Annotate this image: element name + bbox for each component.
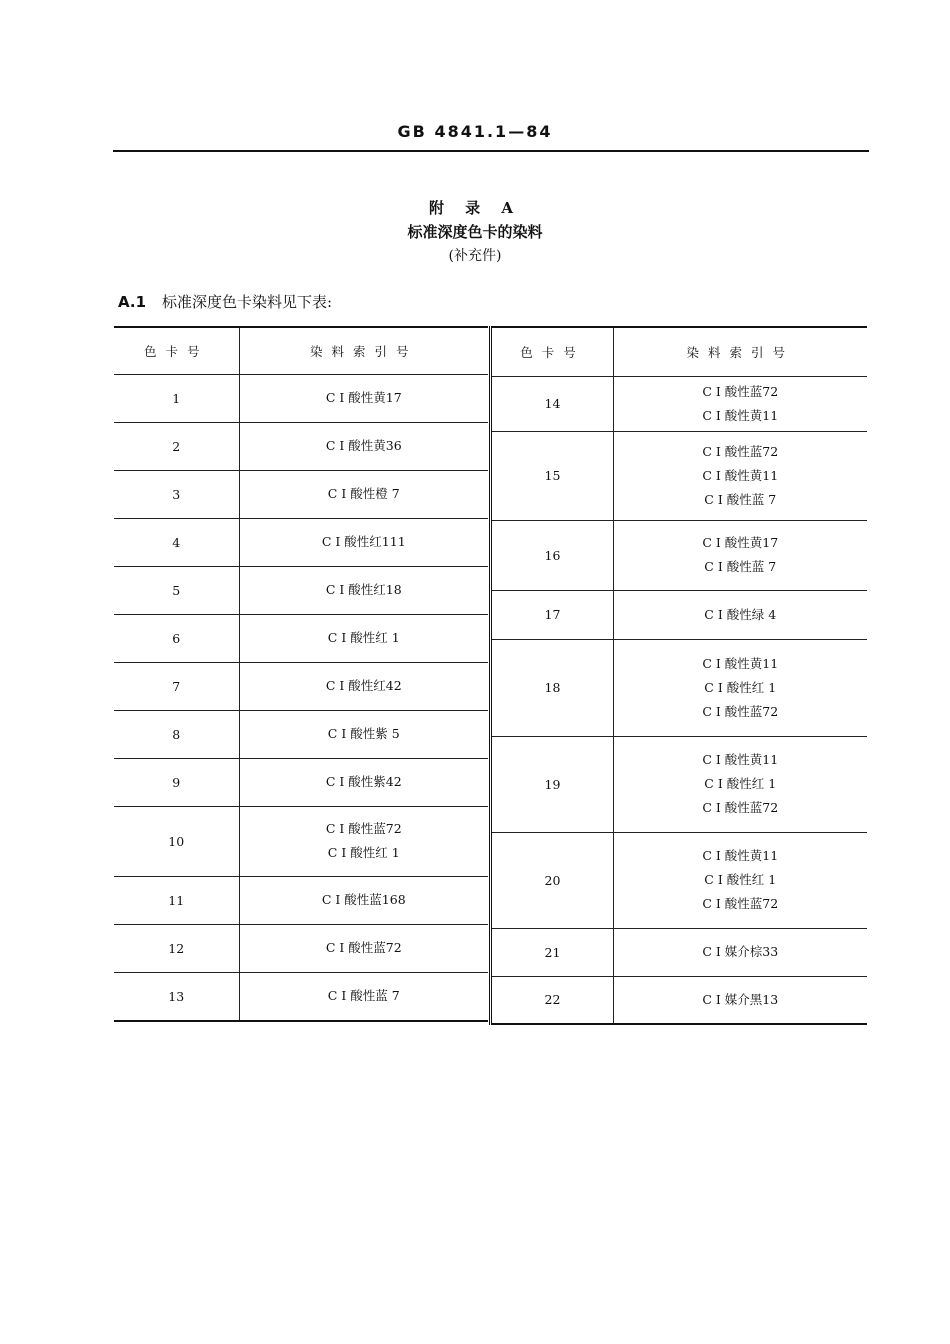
card-number-cell: 16 (491, 520, 614, 590)
dye-index-cell (239, 662, 488, 710)
card-number-cell: 17 (491, 590, 614, 639)
table-row (491, 928, 867, 976)
dye-index-cell (614, 590, 867, 639)
section-heading (118, 291, 332, 312)
dye-index-cell (239, 470, 488, 518)
dye-index-cell (614, 976, 867, 1024)
card-number-cell: 13 (114, 972, 239, 1021)
card-number-cell: 10 (114, 806, 239, 876)
dye-index-cell (614, 431, 867, 520)
dye-entry: C I 酸性红 1 (704, 872, 777, 887)
card-number-cell: 2 (114, 422, 239, 470)
header-dye-index: 染料索引号 (614, 327, 867, 376)
table-row (491, 639, 867, 736)
dye-entry: C I 媒介棕33 (702, 944, 779, 959)
table-row (114, 758, 488, 806)
table-row (114, 614, 488, 662)
dye-index-cell (614, 639, 867, 736)
dye-index-cell (239, 876, 488, 924)
dye-entry: C I 酸性蓝72 (325, 821, 402, 836)
dye-entry: C I 酸性紫42 (325, 774, 402, 789)
table-row (491, 431, 867, 520)
section-number: A.1 (118, 293, 147, 311)
card-number-cell: 6 (114, 614, 239, 662)
dye-index-cell (239, 566, 488, 614)
card-number-cell: 21 (491, 928, 614, 976)
dye-entry: C I 酸性蓝72 (702, 703, 779, 719)
table-row (114, 806, 488, 876)
dye-index-cell (239, 924, 488, 972)
dye-index-cell (239, 710, 488, 758)
table-row (114, 422, 488, 470)
header-card-number: 色卡号 (491, 327, 614, 376)
card-number-cell: 19 (491, 736, 614, 832)
dye-entry: C I 酸性黄11 (702, 848, 779, 863)
dye-entry: C I 媒介黑13 (702, 991, 779, 1007)
card-number-cell: 7 (114, 662, 239, 710)
dye-entry: C I 酸性黄11 (702, 407, 779, 423)
table-row (114, 924, 488, 972)
section-text: 标准深度色卡染料见下表: (162, 293, 333, 311)
table-row (491, 590, 867, 639)
dye-index-cell (614, 736, 867, 832)
card-number-cell: 4 (114, 518, 239, 566)
dye-entry: C I 酸性红18 (325, 582, 402, 597)
dye-entry: C I 酸性蓝 7 (327, 988, 400, 1004)
table-row (114, 662, 488, 710)
table-row (491, 736, 867, 832)
header-rule (113, 150, 869, 152)
dye-index-cell (239, 374, 488, 422)
table-row (114, 374, 488, 422)
dye-entry: C I 酸性紫 5 (327, 726, 400, 741)
table-row (114, 972, 488, 1021)
dye-index-cell (239, 518, 488, 566)
card-number-cell: 11 (114, 876, 239, 924)
dye-entry: C I 酸性红 1 (704, 679, 777, 695)
table-row (114, 518, 488, 566)
dye-entry: C I 酸性红111 (321, 534, 406, 549)
standard-code: GB 4841.1—84 (397, 122, 553, 141)
dye-index-cell (239, 806, 488, 876)
header-card-number: 色卡号 (114, 327, 239, 374)
card-number-cell: 8 (114, 710, 239, 758)
card-number-cell: 9 (114, 758, 239, 806)
dye-entry: C I 酸性蓝72 (702, 443, 779, 459)
dye-entry: C I 酸性蓝168 (321, 892, 406, 907)
dye-entry: C I 酸性绿 4 (704, 606, 777, 622)
appendix-subtitle: 标准深度色卡的染料 (407, 223, 543, 241)
table-row (491, 832, 867, 928)
card-number-cell: 15 (491, 431, 614, 520)
dye-entry: C I 酸性红42 (325, 678, 402, 693)
dye-entry: C I 酸性黄17 (702, 535, 779, 550)
table-row (114, 566, 488, 614)
card-number-cell: 22 (491, 976, 614, 1024)
dye-entry: C I 酸性红 1 (704, 776, 777, 791)
card-number-cell: 14 (491, 376, 614, 431)
dye-entry: C I 酸性蓝72 (702, 383, 779, 399)
dye-entry: C I 酸性红 1 (327, 630, 400, 645)
dye-entry: C I 酸性蓝 7 (704, 559, 777, 574)
card-number-cell: 5 (114, 566, 239, 614)
dye-index-cell (614, 832, 867, 928)
dye-entry: C I 酸性黄11 (702, 467, 779, 483)
card-number-cell: 1 (114, 374, 239, 422)
header-dye-index: 染料索引号 (239, 327, 488, 374)
table-row (114, 710, 488, 758)
dye-entry: C I 酸性黄36 (325, 438, 402, 453)
dye-index-cell (614, 520, 867, 590)
dye-table-left (114, 326, 488, 1022)
table-row (491, 976, 867, 1024)
appendix-note: (补充件) (448, 248, 502, 264)
dye-entry: C I 酸性蓝 7 (704, 491, 777, 507)
table-row (491, 520, 867, 590)
dye-entry: C I 酸性红 1 (327, 845, 400, 860)
dye-table-right (489, 326, 867, 1025)
dye-entry: C I 酸性蓝72 (702, 896, 779, 911)
card-number-cell: 3 (114, 470, 239, 518)
dye-entry: C I 酸性黄11 (702, 752, 779, 767)
dye-entry: C I 酸性橙 7 (327, 486, 400, 501)
dye-index-cell (239, 422, 488, 470)
card-number-cell: 20 (491, 832, 614, 928)
dye-entry: C I 酸性黄17 (325, 390, 402, 405)
dye-index-cell (239, 614, 488, 662)
table-row (114, 876, 488, 924)
dye-index-cell (614, 928, 867, 976)
card-number-cell: 12 (114, 924, 239, 972)
dye-index-cell (239, 758, 488, 806)
dye-entry: C I 酸性蓝72 (702, 800, 779, 815)
dye-entry: C I 酸性黄11 (702, 655, 779, 671)
dye-index-cell (239, 972, 488, 1021)
appendix-title: 附 录 A (428, 199, 522, 217)
card-number-cell: 18 (491, 639, 614, 736)
dye-entry: C I 酸性蓝72 (325, 940, 402, 955)
table-row (491, 376, 867, 431)
dye-index-cell (614, 376, 867, 431)
table-row (114, 470, 488, 518)
